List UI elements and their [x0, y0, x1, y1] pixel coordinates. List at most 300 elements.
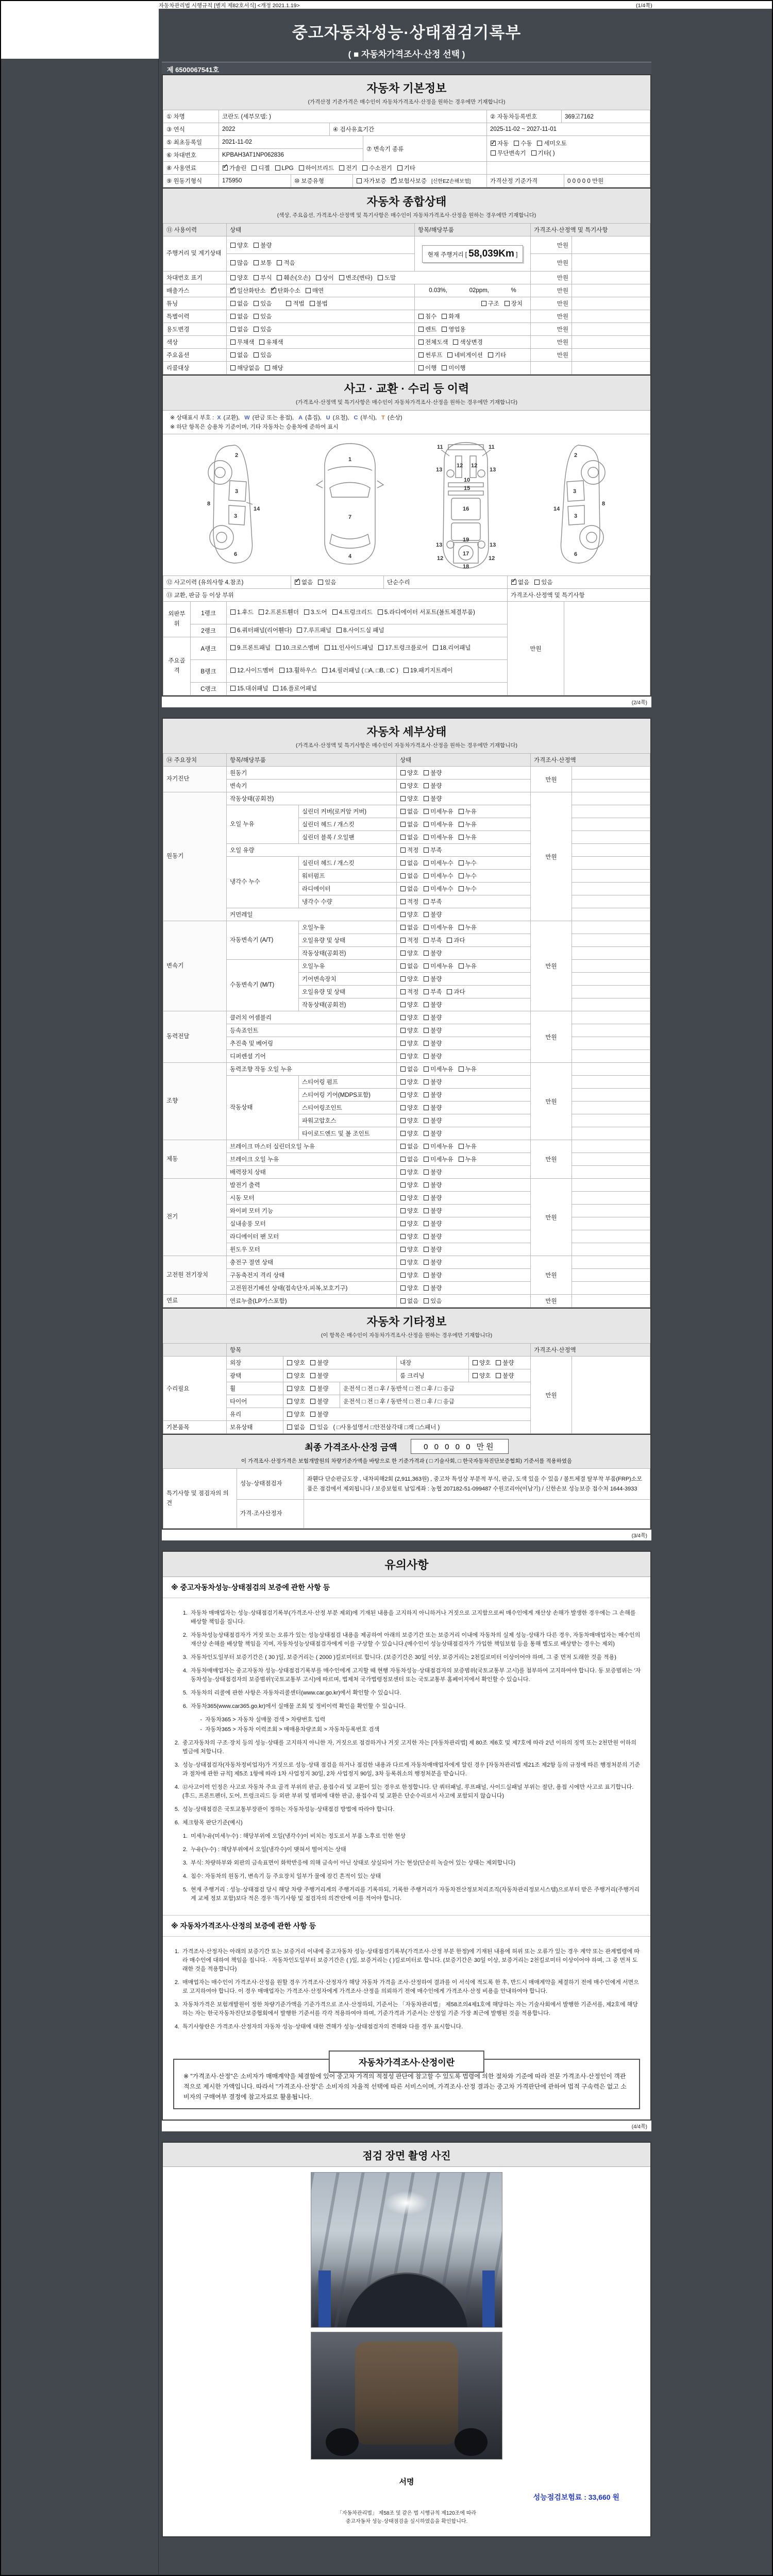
- checkbox[interactable]: [400, 912, 406, 917]
- checkbox-option: 수소전기: [362, 165, 392, 172]
- svg-text:11: 11: [437, 444, 443, 450]
- checkbox[interactable]: [424, 1208, 429, 1213]
- checkbox[interactable]: [230, 243, 236, 248]
- checkbox-option: 없음: [400, 925, 418, 931]
- checkbox-option: 적정: [400, 899, 418, 905]
- detail-state-cell: [397, 1076, 531, 1089]
- checkbox[interactable]: [453, 340, 458, 345]
- rank-price-cell: 만원: [508, 602, 564, 696]
- detail-section-label: 전기: [163, 1179, 227, 1256]
- polish-state: [283, 1369, 397, 1382]
- checkbox-option: 6.쿼터패널(리어휀다): [230, 628, 292, 634]
- detail-state-cell: [397, 857, 531, 870]
- checkbox[interactable]: [473, 1373, 478, 1378]
- checkbox[interactable]: [424, 1041, 429, 1046]
- checkbox[interactable]: [400, 1234, 406, 1239]
- checkbox[interactable]: [378, 275, 383, 280]
- checkbox[interactable]: [424, 899, 429, 904]
- detail-price-cell: 만원: [531, 792, 572, 921]
- checkbox[interactable]: [322, 668, 327, 673]
- checkbox[interactable]: [459, 1157, 464, 1162]
- checkbox[interactable]: [424, 1002, 429, 1007]
- checkbox[interactable]: [400, 809, 406, 814]
- checkbox[interactable]: [418, 327, 424, 332]
- checkbox[interactable]: [400, 1208, 406, 1213]
- checkbox[interactable]: [400, 1170, 406, 1175]
- checkbox[interactable]: [400, 976, 406, 981]
- detail-item-label: 라디에이터: [299, 883, 397, 895]
- checkbox[interactable]: [459, 822, 464, 827]
- checkbox[interactable]: [400, 1260, 406, 1265]
- checkbox[interactable]: [286, 301, 291, 306]
- checkbox[interactable]: [400, 873, 406, 878]
- svg-text:8: 8: [602, 501, 606, 507]
- checkbox-group: [400, 1118, 446, 1124]
- checkbox-option: 양호: [400, 1260, 418, 1266]
- checkbox-checked[interactable]: [295, 580, 300, 585]
- svg-text:12: 12: [489, 555, 495, 562]
- checkbox[interactable]: [397, 165, 402, 171]
- checkbox-option: 양호: [230, 243, 248, 249]
- checkbox[interactable]: [297, 628, 302, 633]
- checkbox[interactable]: [424, 1028, 429, 1033]
- notice-item-text: 중고자동차의 구조·장치 등의 성능·상태를 고지하지 아니한 자, 거짓으로 점검하거나 거짓 고지한 자는 [자동차관리법] 제 80조 제6호 및 제7호에 따라 2년 이하의 징역 또는 2천만원 이하의 벌금에 처합니다.: [182, 1740, 636, 1755]
- checkbox[interactable]: [230, 327, 236, 332]
- checkbox[interactable]: [488, 352, 493, 358]
- checkbox[interactable]: [287, 1373, 292, 1378]
- checkbox[interactable]: [459, 873, 464, 878]
- checkbox[interactable]: [378, 609, 383, 615]
- checkbox-checked[interactable]: [230, 288, 236, 293]
- price-cell: 만원: [531, 284, 572, 297]
- checkbox[interactable]: [277, 275, 282, 280]
- detail-section-label: 연료: [163, 1295, 227, 1308]
- checkbox[interactable]: [254, 260, 259, 265]
- checkbox[interactable]: [277, 260, 282, 265]
- checkbox[interactable]: [310, 1386, 315, 1391]
- checkbox-group: [230, 301, 276, 307]
- checkbox[interactable]: [442, 327, 447, 332]
- checkbox-group: [230, 686, 322, 692]
- checkbox[interactable]: [400, 1066, 406, 1072]
- label-room-cleaning: 룸 크리닝: [397, 1369, 469, 1382]
- top-strip: [1, 1, 772, 9]
- checkbox[interactable]: [424, 848, 429, 853]
- notice-item-text: 자동차의 리콜에 관한 사항은 자동차리콜센터(www.car.go.kr)에서 확인할 수 있습니다.: [191, 1690, 401, 1696]
- checkbox[interactable]: [496, 1373, 501, 1378]
- checkbox[interactable]: [279, 668, 284, 673]
- checkbox[interactable]: [424, 989, 429, 994]
- checkbox[interactable]: [424, 1260, 429, 1265]
- checkbox[interactable]: [491, 150, 496, 156]
- checkbox[interactable]: [400, 835, 406, 840]
- checkbox[interactable]: [378, 645, 383, 650]
- checkbox-group: [400, 1170, 446, 1176]
- svg-text:6: 6: [574, 551, 578, 557]
- checkbox[interactable]: [537, 141, 542, 146]
- etc-title: 자동차 기타정보: [366, 1315, 447, 1328]
- checkbox[interactable]: [459, 860, 464, 866]
- checkbox-group: [400, 1234, 446, 1240]
- label-exterior: 외장: [227, 1357, 283, 1369]
- detail-subgroup-label: 오일 누유: [227, 805, 299, 844]
- checkbox[interactable]: [400, 1002, 406, 1007]
- checkbox[interactable]: [424, 886, 429, 891]
- checkbox[interactable]: [424, 1170, 429, 1175]
- checkbox[interactable]: [310, 1360, 315, 1365]
- checkbox[interactable]: [400, 1195, 406, 1200]
- checkbox[interactable]: [299, 165, 304, 171]
- checkbox[interactable]: [473, 1360, 478, 1365]
- checkbox-option: 매연: [305, 288, 324, 294]
- checkbox-option: 불량: [423, 1285, 442, 1292]
- checkbox[interactable]: [400, 1079, 406, 1084]
- etc-note-cell: [572, 1357, 650, 1434]
- detail-note-cell: [572, 1256, 650, 1269]
- value-first-reg: 2021-11-02: [219, 136, 363, 149]
- detail-subgroup-label: 자동변속기 (A/T): [227, 921, 299, 960]
- checkbox[interactable]: [230, 668, 236, 673]
- svg-text:6: 6: [234, 551, 238, 557]
- checkbox[interactable]: [531, 150, 536, 156]
- checkbox-option: 불량: [423, 1015, 442, 1021]
- checkbox[interactable]: [447, 938, 452, 943]
- checkbox[interactable]: [400, 783, 406, 788]
- checkbox[interactable]: [400, 951, 406, 956]
- rank-2-items: [227, 624, 508, 637]
- checkbox[interactable]: [424, 835, 429, 840]
- checkbox-checked[interactable]: [491, 141, 496, 146]
- checkbox-option: 없음: [400, 873, 418, 879]
- checkbox-option: ✓ 없음: [294, 580, 313, 586]
- checkbox[interactable]: [418, 365, 424, 370]
- checkbox[interactable]: [400, 989, 406, 994]
- checkbox-group: [230, 352, 276, 359]
- detail-row: [163, 779, 650, 792]
- checkbox[interactable]: [424, 1221, 429, 1226]
- checkbox[interactable]: [400, 938, 406, 943]
- accident-note: (가격조사·산정액 및 특기사항은 매수인이 자동차가격조사·산정을 원하는 경우에만 기재합니다): [296, 399, 517, 405]
- checkbox[interactable]: [459, 886, 464, 891]
- notice-item: [168, 1739, 641, 1756]
- checkbox[interactable]: [424, 873, 429, 878]
- checkbox[interactable]: [424, 1234, 429, 1239]
- checkbox[interactable]: [230, 314, 236, 319]
- underbody-frame: [355, 2342, 458, 2445]
- checkbox[interactable]: [400, 1221, 406, 1226]
- checkbox[interactable]: [534, 580, 540, 585]
- checkbox[interactable]: [424, 809, 429, 814]
- checkbox[interactable]: [254, 352, 259, 358]
- checkbox-option: 없음: [230, 327, 248, 333]
- document-title: 중고자동차성능·상태점검기록부: [292, 24, 522, 42]
- svg-text:7: 7: [348, 514, 352, 520]
- checkbox[interactable]: [400, 1041, 406, 1046]
- checkbox[interactable]: [306, 288, 311, 293]
- checkbox[interactable]: [400, 1118, 406, 1123]
- checkbox[interactable]: [400, 1092, 406, 1097]
- checkbox[interactable]: [259, 609, 264, 615]
- checkbox[interactable]: [505, 301, 510, 306]
- checkbox[interactable]: [259, 340, 264, 345]
- checkbox[interactable]: [424, 976, 429, 981]
- detail-header-device: ⑭ 주요장치: [163, 754, 227, 767]
- checkbox[interactable]: [442, 365, 447, 370]
- checkbox-group: [222, 165, 420, 172]
- checkbox[interactable]: [251, 165, 257, 171]
- checkbox[interactable]: [400, 886, 406, 891]
- checkbox[interactable]: [459, 835, 464, 840]
- checkbox[interactable]: [400, 1028, 406, 1033]
- checkbox[interactable]: [230, 340, 236, 345]
- checkbox[interactable]: [287, 1360, 292, 1365]
- checkbox[interactable]: [424, 951, 429, 956]
- checkbox-option: 양호: [400, 1118, 418, 1124]
- checkbox[interactable]: [424, 1131, 429, 1136]
- checkbox[interactable]: [424, 1105, 429, 1110]
- checkbox[interactable]: [275, 165, 280, 171]
- checkbox[interactable]: [418, 352, 424, 358]
- checkbox[interactable]: [459, 925, 464, 930]
- checkbox[interactable]: [287, 1412, 292, 1417]
- checkbox[interactable]: [418, 314, 424, 319]
- detail-state-cell: [397, 1192, 531, 1205]
- detail-subgroup-label: 수동변속기 (M/T): [227, 960, 299, 1011]
- detail-note-cell: [572, 960, 650, 973]
- checkbox[interactable]: [254, 327, 259, 332]
- checkbox[interactable]: [400, 1105, 406, 1110]
- checkbox[interactable]: [337, 628, 342, 633]
- checkbox-option: 없음: [400, 809, 418, 815]
- checkbox[interactable]: [230, 686, 236, 691]
- checkbox[interactable]: [230, 260, 236, 265]
- checkbox[interactable]: [424, 860, 429, 866]
- checkbox[interactable]: [339, 165, 344, 171]
- checkbox[interactable]: [230, 628, 236, 633]
- warranty-insurer: [신한EZ손해보험]: [431, 179, 471, 184]
- checkbox[interactable]: [230, 609, 236, 615]
- checkbox-option: 불량: [423, 976, 442, 982]
- checkbox[interactable]: [400, 1054, 406, 1059]
- checkbox[interactable]: [424, 1195, 429, 1200]
- checkbox[interactable]: [496, 1360, 501, 1365]
- checkbox[interactable]: [424, 1066, 429, 1072]
- checkbox[interactable]: [357, 178, 362, 183]
- overall-table: [163, 223, 650, 375]
- checkbox[interactable]: [316, 275, 321, 280]
- checkbox[interactable]: [400, 1273, 406, 1278]
- checkbox[interactable]: [442, 314, 447, 319]
- checkbox[interactable]: [424, 1157, 429, 1162]
- checkbox[interactable]: [424, 783, 429, 788]
- checkbox[interactable]: [418, 340, 424, 345]
- checkbox[interactable]: [459, 809, 464, 814]
- checkbox-option: 불량: [423, 1247, 442, 1253]
- final-price-band: [163, 1434, 650, 1469]
- option-state: [227, 349, 415, 362]
- car-diagrams: [163, 434, 650, 576]
- checkbox[interactable]: [400, 1182, 406, 1188]
- checkbox[interactable]: [424, 822, 429, 827]
- checkbox[interactable]: [424, 1118, 429, 1123]
- checkbox[interactable]: [424, 938, 429, 943]
- checkbox[interactable]: [230, 352, 236, 358]
- checkbox[interactable]: [424, 1273, 429, 1278]
- checkbox[interactable]: [254, 314, 259, 319]
- checkbox[interactable]: [400, 1144, 406, 1149]
- checkbox[interactable]: [318, 580, 323, 585]
- checkbox[interactable]: [332, 609, 338, 615]
- checkbox[interactable]: [424, 963, 429, 969]
- checkbox[interactable]: [339, 275, 344, 280]
- state-code-letter: U: [326, 415, 330, 421]
- checkbox[interactable]: [310, 1399, 315, 1404]
- detail-item-label: 작동상태(공회전): [299, 947, 397, 960]
- checkbox[interactable]: [514, 141, 519, 146]
- detail-row: [163, 1243, 650, 1256]
- checkbox[interactable]: [265, 365, 270, 370]
- checkbox[interactable]: [400, 925, 406, 930]
- notice-item: [168, 1978, 641, 1996]
- checkbox[interactable]: [424, 796, 429, 801]
- checkbox-checked[interactable]: [511, 580, 516, 585]
- checkbox-option: 기타( ): [531, 150, 555, 157]
- exchange-price-header: 가격조사·산정액 및 특기사항: [508, 589, 650, 602]
- checkbox-option: 불량: [423, 770, 442, 776]
- checkbox[interactable]: [400, 1298, 406, 1303]
- checkbox[interactable]: [310, 301, 315, 306]
- checkbox-option: 누유: [458, 1157, 477, 1163]
- checkbox[interactable]: [424, 1054, 429, 1059]
- checkbox-group: [490, 141, 572, 147]
- checkbox-group: [230, 243, 276, 249]
- checkbox[interactable]: [400, 822, 406, 827]
- special-state: [227, 310, 415, 323]
- checkbox[interactable]: [424, 1298, 429, 1303]
- detail-subgroup-label: 냉각수 누수: [227, 857, 299, 908]
- checkbox[interactable]: [424, 1285, 429, 1291]
- checkbox[interactable]: [459, 1066, 464, 1072]
- checkbox[interactable]: [424, 1144, 429, 1149]
- checkbox[interactable]: [230, 275, 236, 280]
- detail-row: [163, 844, 650, 857]
- checkbox-checked[interactable]: [271, 288, 276, 293]
- checkbox[interactable]: [424, 770, 429, 775]
- checkbox[interactable]: [424, 1092, 429, 1097]
- wheel-detail: 운전석 □ 전 □ 후 / 동반석 □ 전 □ 후 / □ 응급: [340, 1382, 531, 1395]
- checkbox[interactable]: [400, 770, 406, 775]
- checkbox[interactable]: [400, 848, 406, 853]
- checkbox-group: [418, 340, 488, 346]
- checkbox[interactable]: [287, 1399, 292, 1404]
- checkbox-group: [400, 1079, 446, 1086]
- checkbox-checked[interactable]: [223, 165, 228, 171]
- label-tire: 타이어: [227, 1395, 283, 1408]
- detail-price-cell: 만원: [531, 1011, 572, 1063]
- detail-item-label: 배력장치 상태: [227, 1166, 397, 1179]
- detail-item-label: 실린더 블록 / 오일팬: [299, 831, 397, 844]
- checkbox[interactable]: [310, 1425, 315, 1430]
- checkbox[interactable]: [447, 352, 452, 358]
- checkbox[interactable]: [424, 1247, 429, 1252]
- notice-item-number: 5.: [182, 1690, 188, 1696]
- label-exchange-parts: ⑬ 교환, 판금 등 이상 부위: [163, 589, 508, 602]
- checkbox[interactable]: [230, 365, 236, 370]
- color-kind: [415, 336, 531, 349]
- detail-item-label: 파워고압호스: [299, 1114, 397, 1127]
- checkbox[interactable]: [424, 1079, 429, 1084]
- checkbox[interactable]: [310, 1373, 315, 1378]
- checkbox[interactable]: [481, 301, 486, 306]
- checkbox[interactable]: [424, 912, 429, 917]
- checkbox[interactable]: [400, 1131, 406, 1136]
- checkbox[interactable]: [325, 645, 330, 650]
- checkbox[interactable]: [400, 963, 406, 969]
- basic-row-3-4: [163, 135, 650, 162]
- checkbox-group: [294, 580, 341, 586]
- checkbox-group: [285, 301, 332, 307]
- checkbox[interactable]: [433, 645, 438, 650]
- checkbox-option: 불량: [495, 1373, 514, 1379]
- checkbox-option: 양호: [400, 1015, 418, 1021]
- checkbox[interactable]: [400, 1015, 406, 1020]
- checkbox[interactable]: [424, 1182, 429, 1188]
- checkbox-option: 양호: [287, 1386, 305, 1392]
- notice-item-text: 성능·상태점검자(자동차정비업자)가 거짓으로 성능·상태 점검을 하거나 점검한 내용과 다르게 자동차매매업자에게 알린 경우 [자동차관리법 제21조 제2항 등의 규정에 따른 행정처분의 기준과 절차에 관한 규칙] 제5조 1항에 따라 1차 사업정지 30일, 2차 사업정지 90일, 3차 등록취소의 행정처분을 받습니다.: [182, 1762, 641, 1777]
- checkbox[interactable]: [400, 1285, 406, 1291]
- checkbox[interactable]: [404, 668, 409, 673]
- checkbox[interactable]: [400, 860, 406, 866]
- checkbox[interactable]: [362, 165, 367, 171]
- checkbox[interactable]: [400, 899, 406, 904]
- checkbox-option: 부족: [423, 848, 442, 854]
- checkbox-option: 누유: [458, 1066, 477, 1073]
- svg-text:10: 10: [464, 477, 470, 483]
- checkbox-option: 양호: [400, 1221, 418, 1227]
- checkbox[interactable]: [230, 301, 236, 306]
- checkbox[interactable]: [287, 1386, 292, 1391]
- checkbox[interactable]: [459, 1144, 464, 1149]
- checkbox-option: 양호: [400, 1131, 418, 1137]
- checkbox[interactable]: [287, 1425, 292, 1430]
- checkbox[interactable]: [400, 796, 406, 801]
- detail-row: [163, 1037, 650, 1050]
- checkbox[interactable]: [424, 1015, 429, 1020]
- checkbox[interactable]: [254, 275, 259, 280]
- checkbox[interactable]: [400, 1157, 406, 1162]
- checkbox-option: 기타: [488, 352, 506, 359]
- checkbox[interactable]: [230, 645, 236, 650]
- detail-item-label: 작동상태(공회전): [299, 998, 397, 1011]
- notice-item-text: 미세누유(미세누수) : 해당부위에 오일(냉각수)이 비치는 정도로서 부품 노후로 인한 현상: [191, 1833, 406, 1839]
- checkbox-option: 미세누유: [423, 809, 453, 815]
- checkbox[interactable]: [273, 686, 278, 691]
- checkbox[interactable]: [310, 1412, 315, 1417]
- checkbox[interactable]: [254, 301, 259, 306]
- checkbox[interactable]: [254, 243, 259, 248]
- checkbox[interactable]: [304, 609, 309, 615]
- detail-state-cell: [397, 973, 531, 986]
- checkbox[interactable]: [447, 989, 452, 994]
- checkbox[interactable]: [459, 963, 464, 969]
- checkbox-checked[interactable]: [391, 178, 396, 183]
- checkbox-group: [400, 822, 481, 828]
- checkbox-option: 불량: [423, 1182, 442, 1189]
- checkbox[interactable]: [276, 645, 281, 650]
- checkbox[interactable]: [424, 925, 429, 930]
- notice-item-number: 5.: [174, 1806, 179, 1812]
- checkbox[interactable]: [400, 1247, 406, 1252]
